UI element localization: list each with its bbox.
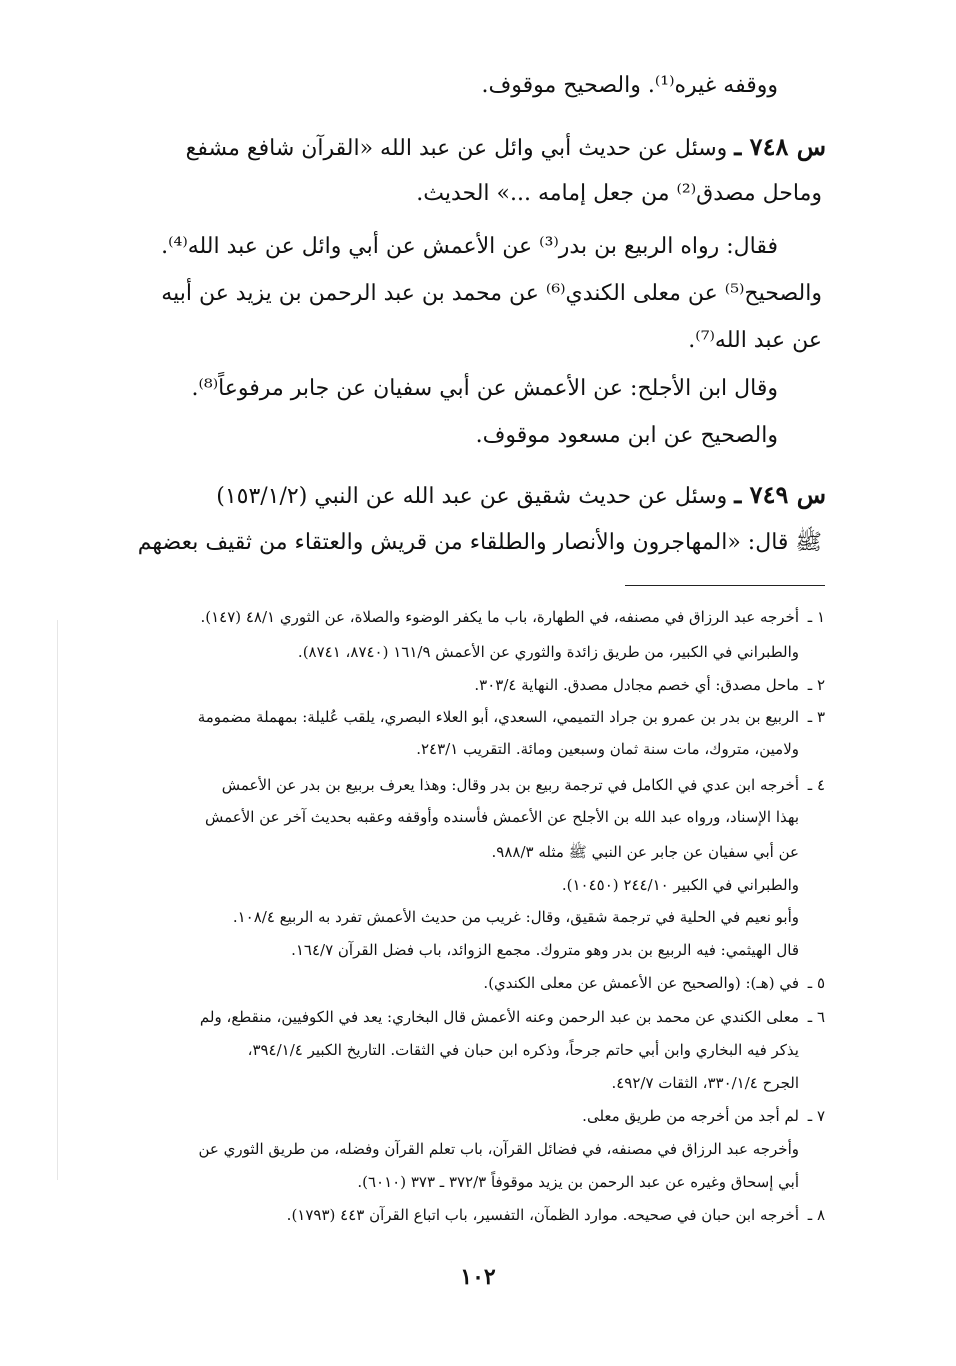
footnote-number: ٦ ـ [807, 1008, 825, 1026]
footnote-text: بهذا الإسناد، ورواه عبد الله بن الأجلح عن الأعمش فأسنده وأوقفه وعقبه بحديث آخر عن الأعمش [204, 808, 799, 826]
footnote-number: ٧ ـ [807, 1107, 825, 1125]
footnote-text: في (هـ): (والصحيح عن الأعمش عن معلى الكندي). [483, 974, 799, 992]
footnote-text: والطبراني في الكبير، من طريق زائدة والثوري عن الأعمش ١٦١/٩ (٨٧٤٠، ٨٧٤١). [297, 643, 799, 661]
footnote-text: الجرح ٣٣٠/١/٤، الثقات ٤٩٢/٧. [611, 1074, 799, 1092]
margin-line [57, 620, 58, 1180]
footnote-text: الربيع بن بدر بن عمرو بن جراد التميمي، السعدي، أبو العلاء البصري، يلقب عُليلة: بمهملة مضمومة [197, 708, 799, 726]
footnote-number: ٢ ـ [807, 676, 825, 694]
footnote-separator [625, 585, 825, 586]
main-line: ووقفه غيره⁽¹⁾. والصحيح موقوف. [481, 73, 778, 98]
footnote-text: وأبو نعيم في الحلية في ترجمة شقيق، وقال: غريب من حديث الأعمش تفرد به الربيع ١٠٨/٤. [232, 908, 799, 926]
main-line: فقال: رواه الربيع بن بدر⁽³⁾ عن الأعمش عن أبي وائل عن عبد الله⁽⁴⁾. [161, 234, 778, 259]
footnote-text: لم أجد من أخرجه من طريق معلى. [582, 1107, 799, 1125]
footnote-text: عن أبي سفيان عن جابر عن النبي ﷺ مثله ٩٨٨/٣. [491, 843, 799, 861]
question-748 [185, 132, 826, 161]
question-number: س ٧٤٨ ـ [734, 132, 826, 161]
main-line: عن عبد الله⁽⁷⁾. [688, 328, 822, 353]
footnote-text: أخرجه ابن عدي في الكامل في ترجمة ربيع بن بدر وقال: وهذا يعرف بربيع بن بدر عن الأعمش [221, 776, 799, 794]
question-749 [216, 480, 826, 509]
footnote-number: ٨ ـ [807, 1206, 825, 1224]
footnote-text: معلى الكندي عن محمد بن عبد الرحمن وعنه الأعمش قال البخاري: يعد في الكوفيين، منقطع، ولم [199, 1008, 799, 1026]
footnote-number: ٥ ـ [807, 974, 825, 992]
footnote-number: ١ ـ [807, 608, 825, 626]
footnote-text: والطبراني في الكبير ٢٤٤/١٠ (١٠٤٥٠). [561, 876, 799, 894]
footnote-text: ولامين، متروك، مات سنة ثمان وسبعين ومائة. التقريب ٢٤٣/١. [416, 740, 799, 758]
footnote-number: ٣ ـ [807, 708, 825, 726]
main-line: وسئل عن حديث أبي وائل عن عبد الله «القرآن شافع مشفع [185, 136, 735, 161]
footnote-text: وأخرجه عبد الرزاق في مصنفه، في فضائل القرآن، باب تعلم القرآن وفضله، من طريق الثوري عن [198, 1140, 799, 1158]
footnote-number: ٤ ـ [807, 776, 825, 794]
footnote-text: أخرجه عبد الرزاق في مصنفه، في الطهارة، باب ما يكفر الوضوء والصلاة، عن الثوري ٤٨/١ (١٤٧). [200, 608, 799, 626]
question-number: س ٧٤٩ ـ [734, 480, 826, 509]
footnote-text: ماحل مصدق: أي خصم مجادل مصدق. النهاية ٣٠٣/٤. [474, 676, 799, 694]
page-number: ١٠٢ [460, 1264, 496, 1290]
footnote-text: أبي إسحاق وغيره عن عبد الرحمن بن يزيد موقوفاً ٣٧٢/٣ ـ ٣٧٣ (٦٠١٠). [357, 1173, 799, 1191]
main-line: وماحل مصدق⁽²⁾ من جعل إمامه ...» الحديث. [416, 181, 822, 206]
footnote-text: يذكر فيه البخاري وابن أبي حاتم جرحاً، وذكره ابن حبان في الثقات. التاريخ الكبير ٣٩٤/١/٤، [247, 1041, 799, 1059]
main-line: وسئل عن حديث شقيق عن عبد الله عن النبي (١٥٣/١/٢) [216, 484, 735, 509]
footnote-text: أخرجه ابن حبان في صحيحه. موارد الظمآن، التفسير، باب اتباع القرآن ٤٤٣ (١٧٩٣). [286, 1206, 799, 1224]
main-line: والصحيح عن ابن مسعود موقوف. [475, 423, 778, 448]
main-line: وقال ابن الأجلح: عن الأعمش عن أبي سفيان عن جابر مرفوعاً⁽⁸⁾. [191, 376, 778, 401]
main-line: ﷺ قال: «المهاجرون والأنصار والطلقاء من قريش والعتقاء من ثقيف بعضهم [137, 530, 822, 555]
main-line: والصحيح⁽⁵⁾ عن معلى الكندي⁽⁶⁾ عن محمد بن عبد الرحمن بن يزيد عن أبيه [161, 281, 822, 306]
footnote-text: قال الهيثمي: فيه الربيع بن بدر وهو متروك. مجمع الزوائد، باب فضل القرآن ١٦٤/٧. [291, 941, 799, 959]
